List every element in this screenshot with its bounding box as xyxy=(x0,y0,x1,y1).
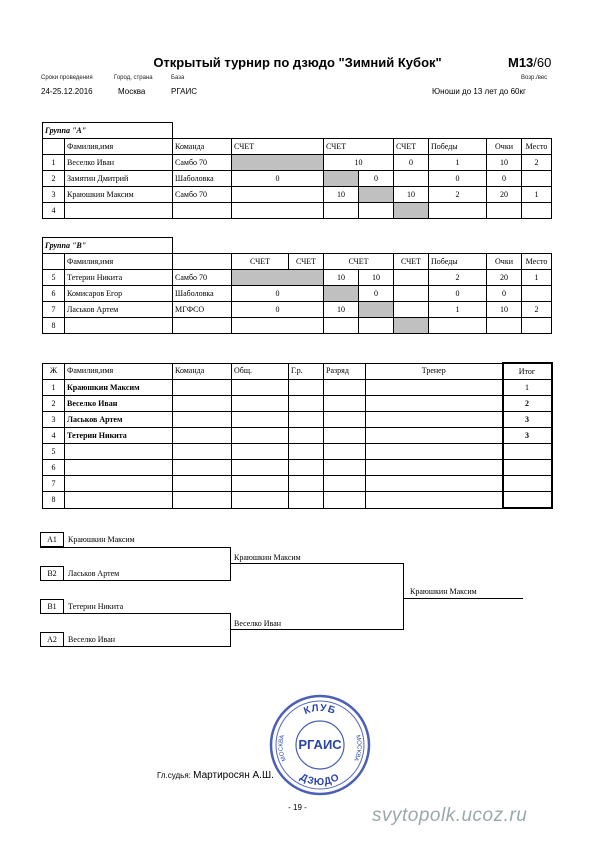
svg-text:МОСКВА xyxy=(278,734,287,761)
judge-name: Мартиросян А.Ш. xyxy=(193,770,274,781)
dates-label: Сроки проведения xyxy=(41,75,93,81)
group-b-header-name: Фамилия,имя xyxy=(65,254,173,270)
table-row xyxy=(43,302,552,318)
group-a-header-points: Очки xyxy=(487,139,522,155)
wins-cell: 2 xyxy=(429,187,487,203)
chief-judge xyxy=(157,770,274,781)
results-header-total: Итог xyxy=(503,363,552,380)
row-number: 5 xyxy=(43,444,65,460)
points-cell: 10 xyxy=(487,302,522,318)
athlete-team: Самбо 70 xyxy=(173,270,232,286)
place-cell xyxy=(522,171,552,187)
row-number: 2 xyxy=(43,171,65,187)
final-place: 3 xyxy=(503,412,552,428)
athlete-team: МГФСО xyxy=(173,302,232,318)
row-number: 5 xyxy=(43,270,65,286)
score-cell: 0 xyxy=(359,286,394,302)
points-cell: 20 xyxy=(487,270,522,286)
seed-a1: А1 xyxy=(40,532,64,547)
group-a-header-name: Фамилия,имя xyxy=(65,139,173,155)
table-row xyxy=(43,444,552,460)
score-cell: 10 xyxy=(324,155,394,171)
self-cell xyxy=(324,171,359,187)
dates: 24-25.12.2016 xyxy=(41,87,93,96)
stamp-bottom-text: ДЗЮДО xyxy=(298,771,342,789)
athlete-name: Замятин Дмитрий xyxy=(65,171,173,187)
stamp-top-text: КЛУБ xyxy=(302,702,338,718)
group-b-title: Группа "В" xyxy=(43,238,173,254)
svg-text:ДЗЮДО xyxy=(298,772,342,788)
stamp-right-text: МОСКВА xyxy=(352,734,362,762)
score-cell: 0 xyxy=(232,286,324,302)
bracket-semi1-winner: Краюшкин Максим xyxy=(234,553,301,562)
group-a-header-score-3: СЧЕТ xyxy=(394,139,429,155)
table-row xyxy=(43,155,552,171)
group-a-header-wins: Победы xyxy=(429,139,487,155)
score-cell xyxy=(394,302,429,318)
group-a-header-score-1: СЧЕТ xyxy=(232,139,324,155)
weight-class xyxy=(508,55,551,70)
row-number: 8 xyxy=(43,318,65,334)
group-a-header-score-2: СЧЕТ xyxy=(324,139,394,155)
final-place: 3 xyxy=(503,428,552,444)
self-cell xyxy=(359,187,394,203)
group-a-header-team: Команда xyxy=(173,139,232,155)
category: Юноши до 13 лет до 60кг xyxy=(432,87,526,96)
city-label: Город, страна xyxy=(114,75,153,81)
table-row xyxy=(43,476,552,492)
row-number: 1 xyxy=(43,155,65,171)
score-cell: 10 xyxy=(359,270,394,286)
results-header-year: Г.р. xyxy=(289,363,324,380)
place-cell: 1 xyxy=(522,270,552,286)
results-header-name: Фамилия,имя xyxy=(65,363,173,380)
results-header-n: Ж xyxy=(43,363,65,380)
svg-text:МОСКВА xyxy=(352,734,361,761)
athlete-team: Шаболовка xyxy=(173,286,232,302)
table-row xyxy=(43,380,552,396)
self-cell xyxy=(394,203,429,219)
athlete-name: Ласьков Артем xyxy=(65,412,173,428)
athlete-team: Самбо 70 xyxy=(173,187,232,203)
group-b-header-score-1: СЧЕТ xyxy=(232,254,289,270)
row-number: 7 xyxy=(43,476,65,492)
svg-text:КЛУБ xyxy=(302,703,337,717)
score-cell: 0 xyxy=(232,302,324,318)
score-cell: 0 xyxy=(232,171,324,187)
table-row xyxy=(43,270,552,286)
seed-b2: В2 xyxy=(40,566,64,581)
athlete-team: Самбо 70 xyxy=(173,155,232,171)
table-row xyxy=(43,460,552,476)
bracket-semi2-winner: Веселко Иван xyxy=(234,619,282,628)
athlete-name: Краюшкин Максим xyxy=(65,380,173,396)
table-row xyxy=(43,187,552,203)
group-b-header-score-3: СЧЕТ xyxy=(324,254,394,270)
score-cell xyxy=(394,286,429,302)
row-number: 6 xyxy=(43,460,65,476)
self-cell xyxy=(232,270,324,286)
athlete-name: Комисаров Егор xyxy=(65,286,173,302)
page-number: - 19 - xyxy=(288,803,307,812)
results-header-coach: Тренер xyxy=(366,363,503,380)
results-header-rank: Разряд xyxy=(324,363,366,380)
wins-cell: 0 xyxy=(429,286,487,302)
page-title: Открытый турнир по дзюдо "Зимний Кубок" xyxy=(153,55,442,70)
row-number: 7 xyxy=(43,302,65,318)
base-label: База xyxy=(171,75,185,81)
stamp-center-text: РГАИС xyxy=(298,737,342,752)
base: РГАИС xyxy=(171,87,197,96)
place-cell xyxy=(522,286,552,302)
table-row xyxy=(43,412,552,428)
bracket-b2-name: Ласьков Артем xyxy=(68,569,120,578)
points-cell: 0 xyxy=(487,286,522,302)
score-cell: 10 xyxy=(324,187,359,203)
age-label: Возр./вес xyxy=(521,75,548,81)
wins-cell: 0 xyxy=(429,171,487,187)
results-header-team: Команда xyxy=(173,363,232,380)
wins-cell: 1 xyxy=(429,302,487,318)
points-cell: 10 xyxy=(487,155,522,171)
points-cell: 20 xyxy=(487,187,522,203)
row-number: 1 xyxy=(43,380,65,396)
table-row xyxy=(43,171,552,187)
athlete-name: Тетерин Никита xyxy=(65,270,173,286)
stamp-left-text: МОСКВА xyxy=(278,734,288,762)
group-b-header-score-4: СЧЕТ xyxy=(394,254,429,270)
score-cell xyxy=(394,171,429,187)
group-a-title: Группа "А" xyxy=(43,123,173,139)
final-place: 2 xyxy=(503,396,552,412)
score-cell: 10 xyxy=(324,270,359,286)
wins-cell: 2 xyxy=(429,270,487,286)
place-cell: 1 xyxy=(522,187,552,203)
bracket-a1-name: Краюшкин Максим xyxy=(68,535,135,544)
athlete-name: Веселко Иван xyxy=(65,155,173,171)
row-number: 3 xyxy=(43,412,65,428)
athlete-name: Веселко Иван xyxy=(65,396,173,412)
row-number: 3 xyxy=(43,187,65,203)
final-place: 1 xyxy=(503,380,552,396)
group-a-table xyxy=(42,122,552,219)
city: Москва xyxy=(118,87,146,96)
athlete-name: Тетерин Никита xyxy=(65,428,173,444)
watermark: svytopolk.ucoz.ru xyxy=(372,805,528,826)
weight-kg: /60 xyxy=(533,55,552,70)
judge-label: Гл.судья: xyxy=(157,771,191,780)
table-row xyxy=(43,428,552,444)
score-cell: 0 xyxy=(359,171,394,187)
club-stamp xyxy=(268,693,372,797)
table-row xyxy=(43,396,552,412)
self-cell xyxy=(359,302,394,318)
points-cell: 0 xyxy=(487,171,522,187)
group-b-table xyxy=(42,237,552,334)
group-b-header-place: Место xyxy=(522,254,552,270)
athlete-team: Шаболовка xyxy=(173,171,232,187)
row-number: 4 xyxy=(43,203,65,219)
table-row xyxy=(43,492,552,509)
group-b-header-score-2: СЧЕТ xyxy=(289,254,324,270)
table-row xyxy=(43,203,552,219)
wins-cell: 1 xyxy=(429,155,487,171)
group-a-header-place: Место xyxy=(522,139,552,155)
self-cell xyxy=(232,155,324,171)
table-row xyxy=(43,286,552,302)
place-cell: 2 xyxy=(522,155,552,171)
seed-b1: В1 xyxy=(40,599,64,614)
seed-a2: А2 xyxy=(40,632,64,647)
row-number: 2 xyxy=(43,396,65,412)
weight-code: М13 xyxy=(508,55,534,70)
score-cell xyxy=(394,270,429,286)
table-row xyxy=(43,318,552,334)
place-cell: 2 xyxy=(522,302,552,318)
score-cell: 10 xyxy=(324,302,359,318)
results-header-society: Общ. xyxy=(232,363,289,380)
score-cell xyxy=(232,187,324,203)
row-number: 4 xyxy=(43,428,65,444)
self-cell xyxy=(394,318,429,334)
self-cell xyxy=(324,286,359,302)
bracket-final-winner: Краюшкин Максим xyxy=(410,587,477,596)
athlete-name: Ласьков Артем xyxy=(65,302,173,318)
group-b-header-points: Очки xyxy=(487,254,522,270)
bracket-a2-name: Веселко Иван xyxy=(68,635,116,644)
row-number: 6 xyxy=(43,286,65,302)
group-b-header-wins: Победы xyxy=(429,254,487,270)
row-number: 8 xyxy=(43,492,65,509)
results-table xyxy=(42,362,553,509)
bracket-b1-name: Тетерин Никита xyxy=(68,602,124,611)
score-cell: 10 xyxy=(394,187,429,203)
score-cell: 0 xyxy=(394,155,429,171)
athlete-name: Краюшкин Максим xyxy=(65,187,173,203)
